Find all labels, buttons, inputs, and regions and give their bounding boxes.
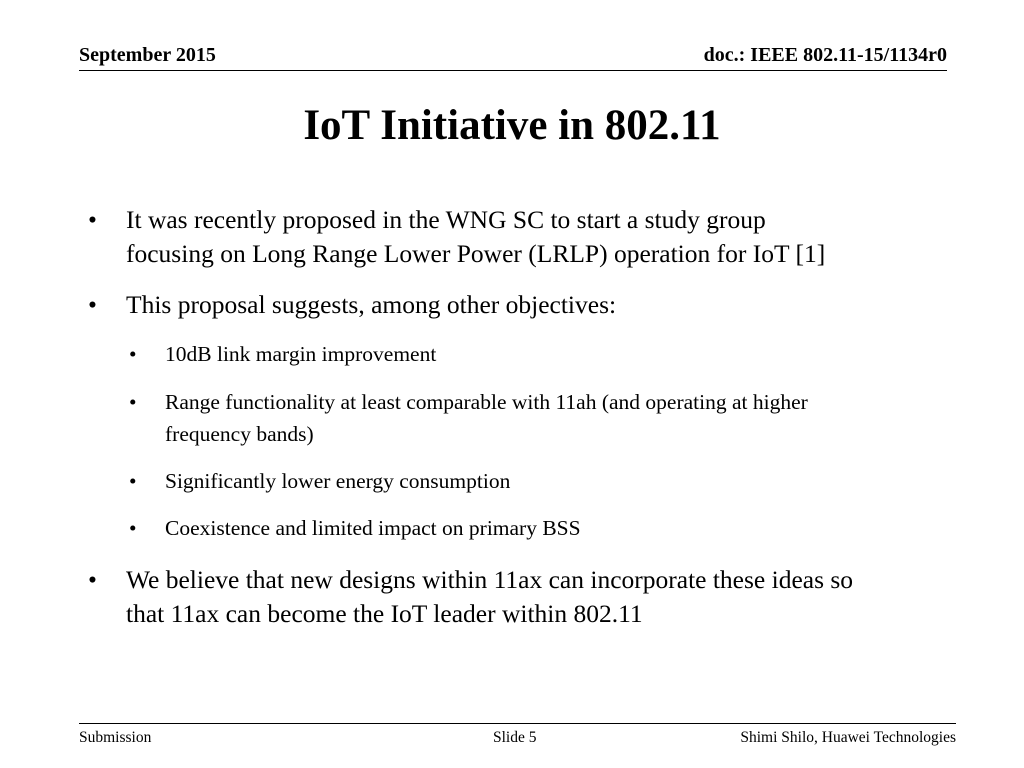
footer-slide-number: Slide 5 [493,729,537,746]
sub-bullet-item-2 [129,386,808,450]
slide-title: IoT Initiative in 802.11 [303,102,721,149]
bullet-line: We believe that new designs within 11ax can incorporate these ideas so [126,565,854,594]
bullet-marker: • [88,565,97,594]
sub-bullet-line: Significantly lower energy consumption [165,469,511,493]
sub-bullet-item-1 [129,338,437,370]
bullet-line: This proposal suggests, among other objectives: [126,290,617,319]
sub-bullet-item-4 [129,512,581,544]
bullet-item-1 [88,203,826,271]
bullet-line: focusing on Long Range Lower Power (LRLP) operation for IoT [1] [126,239,826,268]
sub-bullet-item-3 [129,465,511,497]
footer-author: Shimi Shilo, Huawei Technologies [740,729,956,746]
sub-bullet-line: Coexistence and limited impact on primary BSS [165,516,581,540]
sub-bullet-marker: • [129,390,137,414]
bullet-marker: • [88,205,97,234]
sub-bullet-line: frequency bands) [165,422,314,446]
bullet-line: It was recently proposed in the WNG SC to start a study group [126,205,766,234]
header-doc-id: doc.: IEEE 802.11-15/1134r0 [703,44,947,66]
footer-submission: Submission [79,729,152,746]
bullet-item-2 [88,288,617,322]
sub-bullet-line: 10dB link margin improvement [165,342,437,366]
sub-bullet-line: Range functionality at least comparable with 11ah (and operating at higher [165,390,808,414]
sub-bullet-marker: • [129,516,137,540]
sub-bullet-marker: • [129,342,137,366]
sub-bullet-marker: • [129,469,137,493]
bullet-item-3 [88,563,854,631]
bullet-line: that 11ax can become the IoT leader within 802.11 [126,599,643,628]
bullet-marker: • [88,290,97,319]
header-date: September 2015 [79,44,216,66]
slide-footer [79,723,956,754]
